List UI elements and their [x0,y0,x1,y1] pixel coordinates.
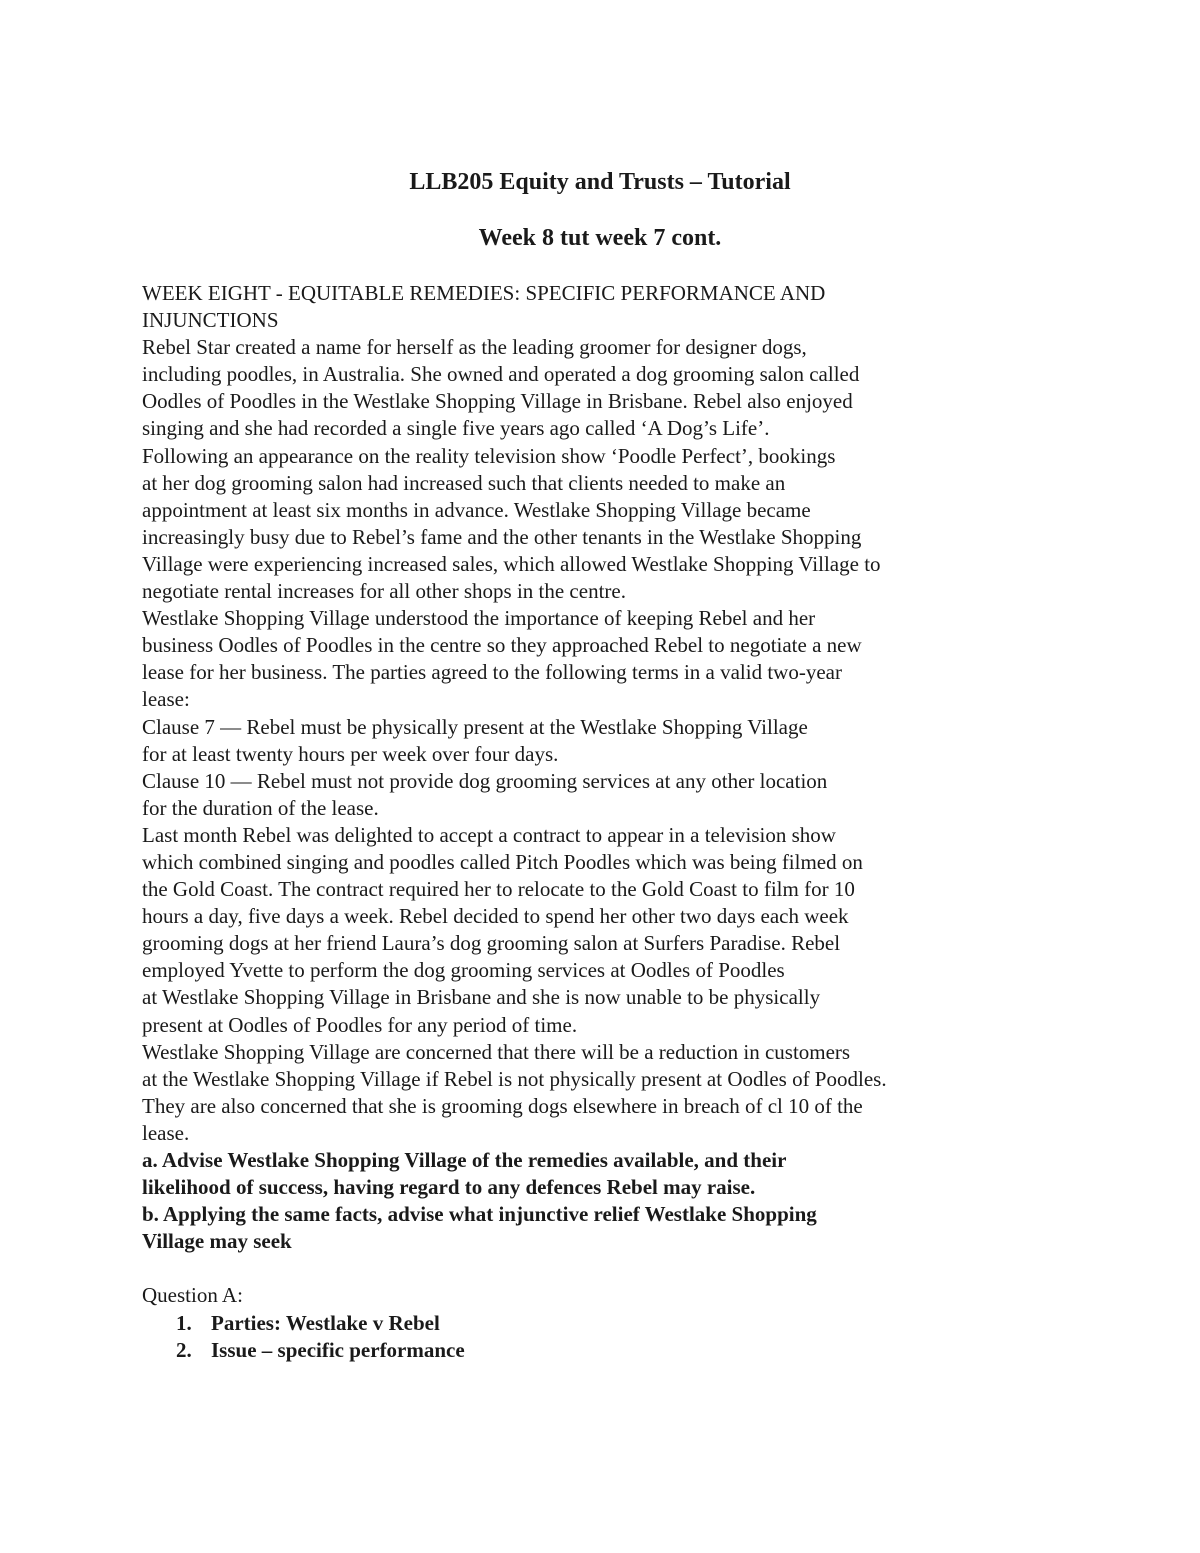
body-line: singing and she had recorded a single five years ago called ‘A Dog’s Life’. [142,416,770,441]
body-line: the Gold Coast. The contract required her to relocate to the Gold Coast to film for 10 [142,877,855,902]
document-subtitle: Week 8 tut week 7 cont. [478,225,722,251]
body-line: at Westlake Shopping Village in Brisbane and she is now unable to be physically [142,985,821,1010]
body-line: at her dog grooming salon had increased such that clients needed to make an [142,470,786,495]
body-line: present at Oodles of Poodles for any period of time. [142,1012,578,1037]
question-line: b. Applying the same facts, advise what injunctive relief Westlake Shopping [142,1202,817,1227]
question-line: likelihood of success, having regard to any defences Rebel may raise. [142,1175,756,1200]
list-item-number: 2. [176,1337,192,1362]
body-line: business Oodles of Poodles in the centre so they approached Rebel to negotiate a new [142,633,862,658]
body-line: Last month Rebel was delighted to accept a contract to appear in a television show [142,822,836,847]
body-line: Rebel Star created a name for herself as the leading groomer for designer dogs, [142,335,807,360]
body-line: lease. [142,1120,190,1145]
body-line: lease for her business. The parties agreed to the following terms in a valid two-year [142,660,842,685]
body-line: They are also concerned that she is grooming dogs elsewhere in breach of cl 10 of the [142,1093,863,1118]
body-line: Westlake Shopping Village are concerned that there will be a reduction in customers [142,1039,851,1064]
list-item-text: Parties: Westlake v Rebel [211,1310,440,1335]
body-line: Clause 7 — Rebel must be physically present at the Westlake Shopping Village [142,714,808,739]
body-line: Westlake Shopping Village understood the importance of keeping Rebel and her [142,606,816,631]
body-line: Clause 10 — Rebel must not provide dog grooming services at any other location [142,768,828,793]
body-line: including poodles, in Australia. She owned and operated a dog grooming salon called [142,362,860,387]
blank-line [142,1255,1142,1282]
answer-list [142,1310,1142,1364]
body-line: for the duration of the lease. [142,795,379,820]
body-line: which combined singing and poodles called Pitch Poodles which was being filmed on [142,849,863,874]
question-line: a. Advise Westlake Shopping Village of the remedies available, and their [142,1148,787,1172]
list-item [142,1310,1142,1337]
body-line: appointment at least six months in advance. Westlake Shopping Village became [142,497,811,522]
list-item-number: 1. [176,1310,192,1335]
body-line: Oodles of Poodles in the Westlake Shopping Village in Brisbane. Rebel also enjoyed [142,389,853,414]
body-line: at the Westlake Shopping Village if Rebel is not physically present at Oodles of Poodles. [142,1066,887,1091]
question-line: Village may seek [142,1229,292,1254]
list-item-text: Issue – specific performance [211,1337,465,1362]
body-line: lease: [142,687,190,712]
body-line: for at least twenty hours per week over four days. [142,741,559,766]
body-line: employed Yvette to perform the dog grooming services at Oodles of Poodles [142,958,785,983]
answer-heading: Question A: [142,1283,243,1308]
body-line: Following an appearance on the reality television show ‘Poodle Perfect’, bookings [142,443,836,468]
body-line: WEEK EIGHT - EQUITABLE REMEDIES: SPECIFIC PERFORMANCE AND [142,281,826,305]
body-line: increasingly busy due to Rebel’s fame and the other tenants in the Westlake Shopping [142,524,862,549]
body-line: grooming dogs at her friend Laura’s dog grooming salon at Surfers Paradise. Rebel [142,931,841,956]
list-item [142,1337,1142,1364]
body-line: Village were experiencing increased sales, which allowed Westlake Shopping Village to [142,551,881,576]
body-line: hours a day, five days a week. Rebel decided to spend her other two days each week [142,904,849,929]
body-line: INJUNCTIONS [142,308,279,333]
document-title: LLB205 Equity and Trusts – Tutorial [409,169,791,195]
document-body [142,280,1142,1364]
body-line: negotiate rental increases for all other shops in the centre. [142,579,626,604]
